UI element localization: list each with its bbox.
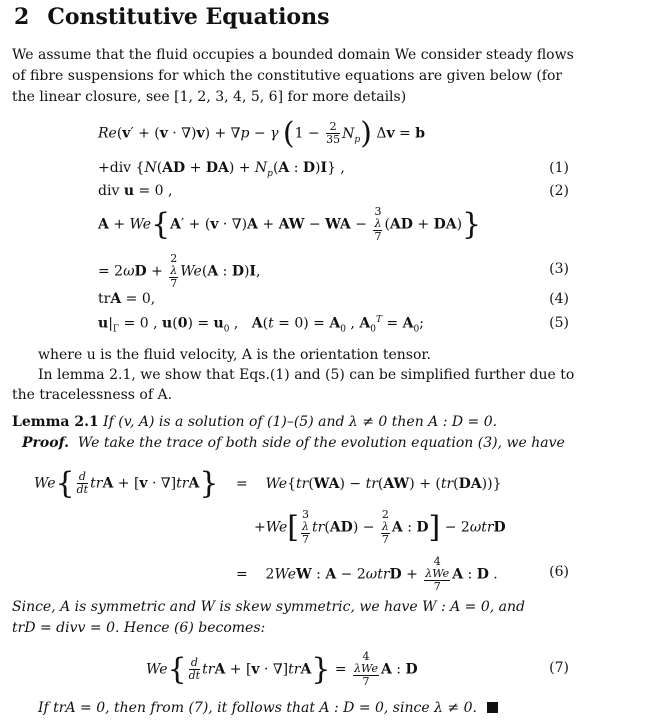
- proof-eq-line-3: = 2WeW : A − 2ωtrD + 4 λWe 7 A : D .: [236, 555, 498, 593]
- section-title: [14, 4, 330, 30]
- eq-number-4: (4): [549, 291, 569, 307]
- equation-7: We{ $\frac{d}{dt}$ trA + [v · ∇]trA} = 4 λWe 7 A : D: [146, 650, 418, 688]
- eq-number-3: (3): [549, 261, 569, 277]
- proof-label: Proof.: [22, 435, 69, 451]
- intro-line-2: of fibre suspensions for which the constitutive equations are given below (for: [12, 68, 563, 84]
- since-line-1: Since, A is symmetric and W is skew symmetric, we have W : A = 0, and: [12, 599, 525, 615]
- equation-evolution-cont: = 2ωD + 2 λ 7 We(A : D)I,: [98, 252, 261, 290]
- conclusion: [38, 698, 498, 719]
- eq-number-6: (6): [549, 564, 569, 580]
- after-eq-line-2: In lemma 2.1, we show that Eqs.(1) and (5) can be simplified further due to: [38, 367, 575, 383]
- equation-boundary: $u|_\Gamma = 0$ , $u(0) = u_0$ , $A(t = 0) = A_0$ , $A_0^T = A_0$;: [98, 315, 424, 335]
- proof-text: We take the trace of both side of the evolution equation (3), we have: [77, 435, 565, 451]
- eq-number-7: (7): [549, 660, 569, 676]
- lemma-label: Lemma 2.1: [12, 414, 99, 430]
- equation-momentum: Re(v′ + (v · ∇)v) + ∇p − γ (1 − $\frac{2}{35}$ $N_p$) Δv = b: [98, 116, 426, 151]
- intro-line-3: the linear closure, see [1, 2, 3, 4, 5, 6] for more details): [12, 89, 407, 105]
- equation-evolution: A + We{A′ + (v · ∇)A + AW − WA − 3 λ 7 (AD + DA)}: [98, 205, 482, 243]
- proof-eq-line-2: +We[ 3 λ 7 tr(AD) − 2 λ 7 A : D] − 2ωtrD: [254, 508, 506, 546]
- eq-number-2: (2): [549, 183, 569, 199]
- lemma: [12, 412, 497, 433]
- since-line-2: trD = divv = 0. Hence (6) becomes:: [12, 620, 266, 636]
- section-number: 2: [14, 4, 30, 30]
- lemma-statement: If (v, A) is a solution of (1)–(5) and λ ≠ 0 then A : D = 0.: [103, 414, 498, 430]
- proof-eq-lhs: We{ $\frac{d}{dt}$ trA + [v · ∇]trA}: [34, 466, 219, 501]
- section-title-text: Constitutive Equations: [47, 4, 330, 30]
- eq-number-5: (5): [549, 315, 569, 331]
- proof: [22, 433, 565, 454]
- proof-eq-line-1: = We{tr(WA) − tr(AW) + (tr(DA))}: [236, 476, 502, 492]
- intro-line-1: We assume that the fluid occupies a bounded domain We consider steady flows: [12, 47, 574, 63]
- equation-trace: trA = 0,: [98, 291, 156, 307]
- conclusion-text: If trA = 0, then from (7), it follows that A : D = 0, since λ ≠ 0.: [38, 700, 477, 716]
- equation-1-cont: +div {$N(AD + DA) + N_p(A$ : D)I} ,: [98, 160, 345, 179]
- eq-number-1: (1): [549, 160, 569, 176]
- after-eq-line-3: the tracelessness of A.: [12, 387, 173, 403]
- qed-square-icon: [487, 702, 498, 713]
- after-eq-line-1: where u is the fluid velocity, A is the orientation tensor.: [38, 347, 431, 363]
- equation-divergence: div u = 0 ,: [98, 183, 173, 199]
